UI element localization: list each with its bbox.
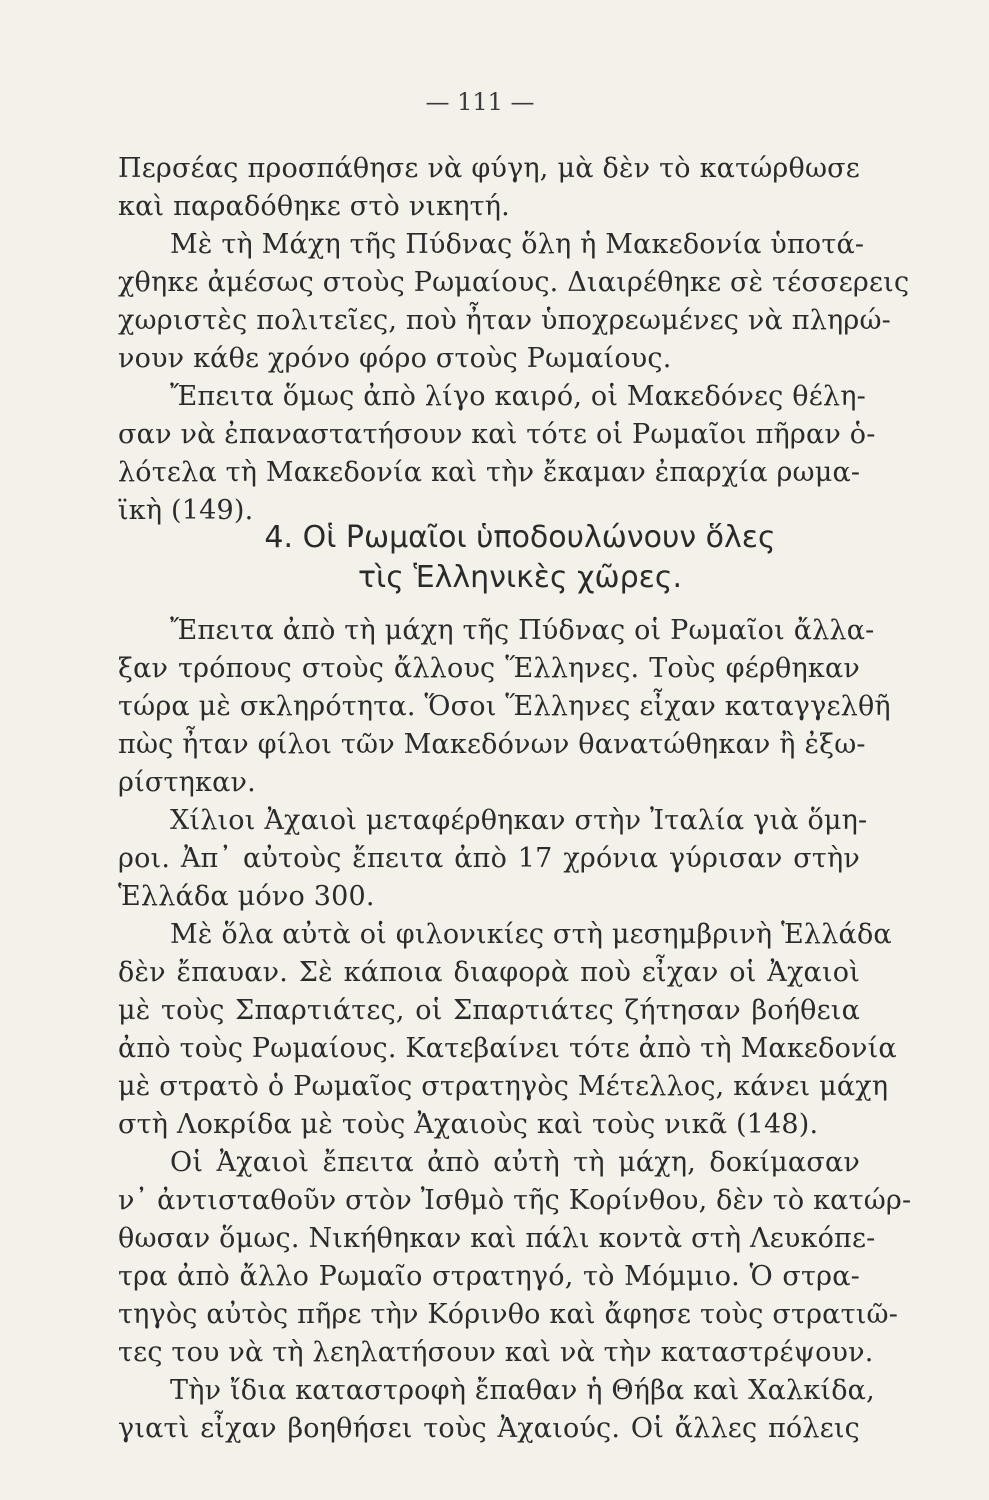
text-line: ρίστηκαν. [118,767,256,798]
text-line: τες του νὰ τὴ λεηλατήσουν καὶ νὰ τὴν καταστρέψουν. [118,1337,874,1368]
text-line: θωσαν ὅμως. Νικήθηκαν καὶ πάλι κοντὰ στὴ Λευκόπε- [118,1223,876,1254]
text-line: Ἑλλάδα μόνο 300. [118,881,375,912]
text-line: Ἔπειτα ὅμως ἀπὸ λίγο καιρό, οἱ Μακεδόνες θέλη- [170,381,866,412]
text-line: τρα ἀπὸ ἄλλο Ρωμαῖο στρατηγό, τὸ Μόμμιο. Ὁ στρα- [118,1261,860,1292]
text-line: χωριστὲς πολιτεῖες, ποὺ ἦταν ὑποχρεωμένες νὰ πληρώ- [118,305,891,336]
text-line: δὲν ἔπαυαν. Σὲ κάποια διαφορὰ ποὺ εἶχαν οἱ Ἀχαιοὶ [118,957,860,988]
text-line: μὲ τοὺς Σπαρτιάτες, οἱ Σπαρτιάτες ζήτησαν βοήθεια [118,995,860,1026]
text-line: ϊκὴ (149). [118,495,254,526]
text-line: πὼς ἦταν φίλοι τῶν Μακεδόνων θανατώθηκαν ἢ ἐξω- [118,729,866,760]
text-line: ροι. Ἀπ᾿ αὐτοὺς ἔπειτα ἀπὸ 17 χρόνια γύρισαν στὴν [118,843,860,874]
text-line: καὶ παραδόθηκε στὸ νικητή. [118,191,510,222]
text-line: γιατὶ εἶχαν βοηθήσει τοὺς Ἀχαιούς. Οἱ ἄλλες πόλεις [118,1413,860,1444]
text-line: Χίλιοι Ἀχαιοὶ μεταφέρθηκαν στὴν Ἰταλία γιὰ ὅμη- [170,805,868,836]
text-line: στὴ Λοκρίδα μὲ τοὺς Ἀχαιοὺς καὶ τοὺς νικᾶ (148). [118,1109,819,1140]
text-line: νουν κάθε χρόνο φόρο στοὺς Ρωμαίους. [118,343,672,374]
text-line: Περσέας προσπάθησε νὰ φύγη, μὰ δὲν τὸ κατώρθωσε [118,153,860,184]
text-line: σαν νὰ ἐπαναστατήσουν καὶ τότε οἱ Ρωμαῖοι πῆραν ὁ- [118,419,876,450]
section-heading-line: 4. Οἱ Ρωμαῖοι ὑποδουλώνουν ὅλες [264,520,776,555]
text-line: Ἔπειτα ἀπὸ τὴ μάχη τῆς Πύδνας οἱ Ρωμαῖοι ἄλλα- [170,615,875,646]
text-line: μὲ στρατὸ ὁ Ρωμαῖος στρατηγὸς Μέτελλος, κάνει μάχη [118,1071,889,1102]
section-heading [200,518,840,598]
text-line: ἀπὸ τοὺς Ρωμαίους. Κατεβαίνει τότε ἀπὸ τὴ Μακεδονία [118,1033,897,1064]
text-line: τηγὸς αὐτὸς πῆρε τὴν Κόρινθο καὶ ἄφησε τοὺς στρατιῶ- [118,1299,899,1330]
section-heading-line: τὶς Ἑλληνικὲς χῶρες. [357,560,682,595]
text-line: τώρα μὲ σκληρότητα. Ὅσοι Ἕλληνες εἶχαν καταγγελθῆ [118,691,891,722]
text-line: Οἱ Ἀχαιοὶ ἔπειτα ἀπὸ αὐτὴ τὴ μάχη, δοκίμασαν [170,1147,860,1178]
page-number: — 111 — [425,88,535,116]
text-line: λότελα τὴ Μακεδονία καὶ τὴν ἔκαμαν ἐπαρχία ρωμα- [118,457,861,488]
text-line: ξαν τρόπους στοὺς ἄλλους Ἕλληνες. Τοὺς φέρθηκαν [118,653,860,684]
text-line: Μὲ ὅλα αὐτὰ οἱ φιλονικίες στὴ μεσημβρινὴ Ἑλλάδα [170,919,892,950]
text-line: Μὲ τὴ Μάχη τῆς Πύδνας ὅλη ἡ Μακεδονία ὑποτά- [170,229,865,260]
text-line: χθηκε ἀμέσως στοὺς Ρωμαίους. Διαιρέθηκε σὲ τέσσερεις [118,267,910,298]
text-line: ν᾿ ἀντισταθοῦν στὸν Ἰσθμὸ τῆς Κορίνθου, δὲν τὸ κατώρ- [118,1185,912,1216]
text-line: Τὴν ἴδια καταστροφὴ ἔπαθαν ἡ Θήβα καὶ Χαλκίδα, [170,1375,875,1406]
text-block-top [118,150,910,530]
text-block-bottom [118,612,912,1448]
